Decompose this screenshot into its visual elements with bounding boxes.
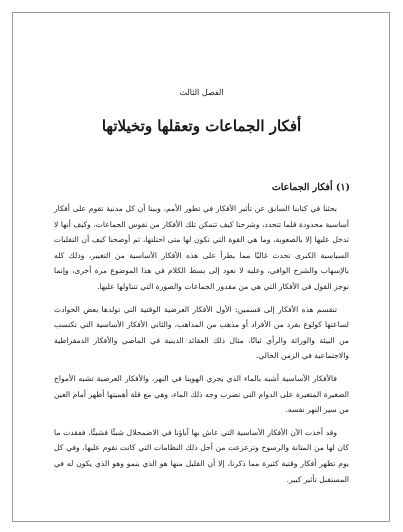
section-heading: (١) أفكار الجماعات [271, 182, 350, 193]
chapter-title: أفكار الجماعات وتعقلها وتخيلاتها [101, 117, 302, 135]
paragraph-4: وقد أخذت الآن الأفكار الأساسية التي عاش بها آباؤنا في الاضمحلال شيئًا فشيئًا، ففقدت ما كان لها من المتانة والرسوخ وتزعزعت من أجل ذلك النظامات التي كانت تقوم عليها، وفي كل يوم تظهر أفكار وقتية كثيرة مما ذكرنا، إلا أن القليل منها هو الذي ينمو وهو الذي يكون له في المستقبل تأثير كبير. [54, 427, 349, 484]
paragraph-2: تنقسم هذه الأفكار إلى قسمين: الأول الأفكار العرضية الوقتية التي تولدها بعض الحوادث لساعتها كولوع بفرد من الأفراد أو مذهب من المذاهب، والثاني الأفكار الأساسية التي تكتسب من البيئة والوراثة والرأي ثباتًا، مثال ذلك العقائد الدينية في الماضي والأفكار الدمقراطية والاجتماعية في الزمن الحالي. [54, 304, 349, 361]
chapter-label: الفصل الثالث [179, 88, 224, 97]
paragraph-1: بحثنا في كتابنا السابق عن تأثير الأفكار في تطور الأمم، وبينا أن كل مدنية تقوم على أفكار أساسية محدودة قلما تتجدد، وشرحنا كيف تتمكن تلك الأفكار من نفوس الجماعات، وكيف أنها لا تدخل عليها إلا بالصعوبة، وما هي القوة التي تكون لها متى احتلتها، ثم أوضحنا كيف أن التقلبات السياسية الكبرى تحدث غالبًا مما يطرأ على هذه الأفكار الأساسية من التغيير، وذلك كله بالإسهاب والشرح الوافي، وعليه لا نعود إلى بسط الكلام في هذا الموضوع مرة أخرى، وإنما نوجز القول في الأفكار التي هي من مقدور الجماعات والصورة التي تتناولها عليها. [54, 204, 349, 291]
paragraph-3: فالأفكار الأساسية أشبه بالماء الذي يجري الهوينا في النهر، والأفكار العرضية تشبه الأمواج الصغيرة المتغيرة على الدوام التي تضرب وجه ذلك الماء، وهي مع قلة أهميتها أظهر أمام العين من سير النهر نفسه. [54, 373, 349, 415]
body-text [54, 201, 349, 494]
